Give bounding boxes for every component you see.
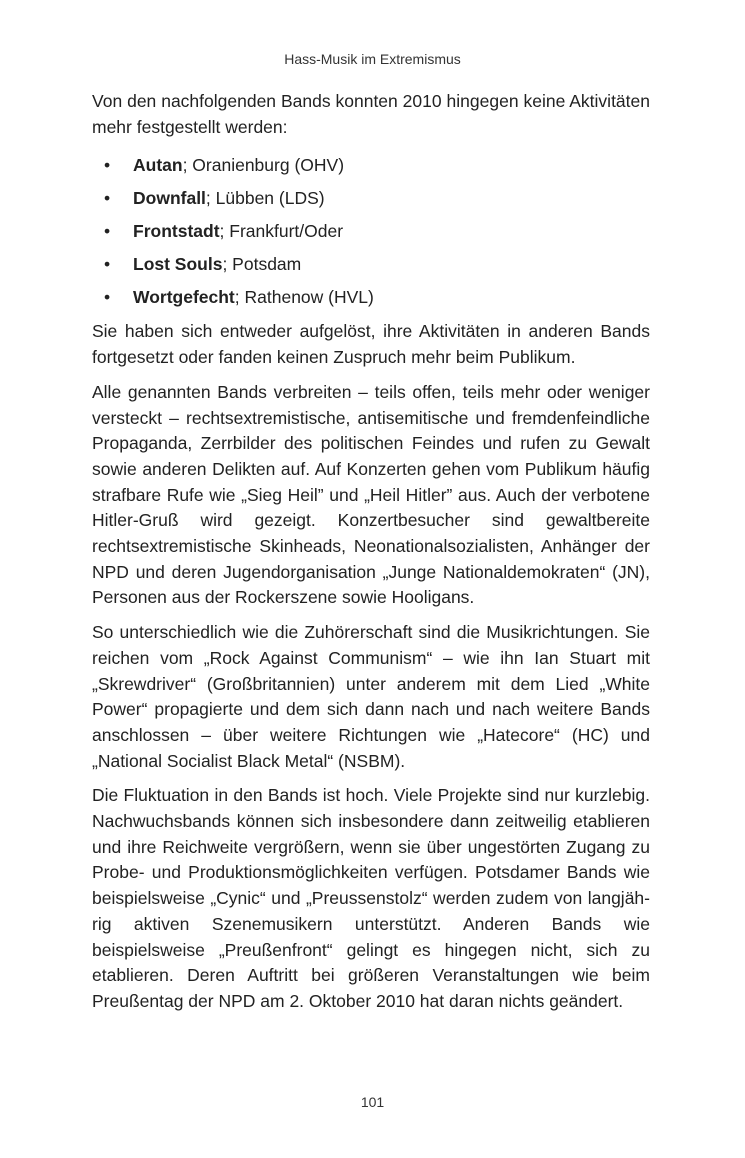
list-item xyxy=(92,215,650,248)
band-location: ; Potsdam xyxy=(222,254,302,275)
running-header: Hass-Musik im Extremismus xyxy=(284,51,461,67)
body-paragraph: Die Fluktuation in den Bands ist hoch. Viele Projekte sind nur kurzlebig. Nachwuchsbands können sich insbesondere dann zeitweilig etablieren und ihre Reichweite vergrößern, wenn sie über ungestörten Zugang zu Probe- und Produktionsmöglichkeiten verfügen. Potsdamer Bands wie beispielsweise „Cynic“ und „Preussenstolz“ werden zudem von langjährig aktiven Szenemusikern unterstützt. Anderen Bands wie beispielsweise „Preußenfront“ gelingt es hingegen nicht, sich zu etablieren. Deren Auftritt bei größeren Veranstaltungen wie beim Preußentag der NPD am 2. Oktober 2010 hat daran nichts geändert. xyxy=(92,785,650,1011)
bullet-icon: • xyxy=(104,155,111,176)
bullet-icon: • xyxy=(104,254,111,275)
band-name: Lost Souls xyxy=(133,254,223,275)
list-item xyxy=(92,248,650,281)
band-location: ; Oranienburg (OHV) xyxy=(182,155,345,176)
page-number: 101 xyxy=(360,1094,385,1110)
band-location: ; Frankfurt/Oder xyxy=(219,221,344,242)
body-paragraph: So unterschiedlich wie die Zuhörerschaft sind die Musikrichtungen. Sie reichen vom „Rock Against Communism“ – wie ihn Ian Stuart mit „Skrewdriver“ (Großbritannien) unter anderem mit dem Lied „White Power“ propagierte und dem sich dann nach und nach weitere Bands anschlossen – über weitere Richtungen wie „Hatecore“ (HC) und „National Socialist Black Metal“ (NSBM). xyxy=(92,622,650,771)
band-name: Frontstadt xyxy=(133,221,220,242)
list-item xyxy=(92,149,650,182)
bullet-icon: • xyxy=(104,221,111,242)
list-item xyxy=(92,281,650,314)
band-list xyxy=(92,149,650,314)
body-paragraph: Sie haben sich entweder aufgelöst, ihre Aktivitäten in anderen Bands fortgesetzt oder fanden keinen Zuspruch mehr beim Publikum. xyxy=(92,321,650,368)
band-location: ; Lübben (LDS) xyxy=(205,188,325,209)
body-paragraph: Alle genannten Bands verbreiten – teils offen, teils mehr oder weniger versteckt – rechtsextremistische, antisemitische und fremdenfeindliche Propaganda, Zerrbilder des politischen Feindes und rufen zu Gewalt sowie anderen Delikten auf. Auf Konzerten gehen vom Publikum häufig strafbare Rufe wie „Sieg Heil” und „Heil Hitler” aus. Auch der verbotene Hitler-Gruß wird gezeigt. Konzertbesucher sind gewaltbereite rechtsextremistische Skinheads, Neonationalsozialisten, Anhänger der NPD und deren Jugendorganisation „Junge Nationaldemokraten“ (JN), Personen aus der Rockerszene sowie Hooligans. xyxy=(92,381,650,608)
band-location: ; Rathenow (HVL) xyxy=(234,287,374,308)
band-name: Autan xyxy=(133,155,183,176)
bullet-icon: • xyxy=(104,188,111,209)
page-body xyxy=(92,89,650,1024)
band-name: Wortgefecht xyxy=(133,287,235,308)
band-name: Downfall xyxy=(133,188,206,209)
list-item xyxy=(92,182,650,215)
intro-paragraph: Von den nachfolgenden Bands konnten 2010 hingegen keine Aktivitäten mehr festgestellt werden: xyxy=(92,91,650,137)
bullet-icon: • xyxy=(104,287,111,308)
